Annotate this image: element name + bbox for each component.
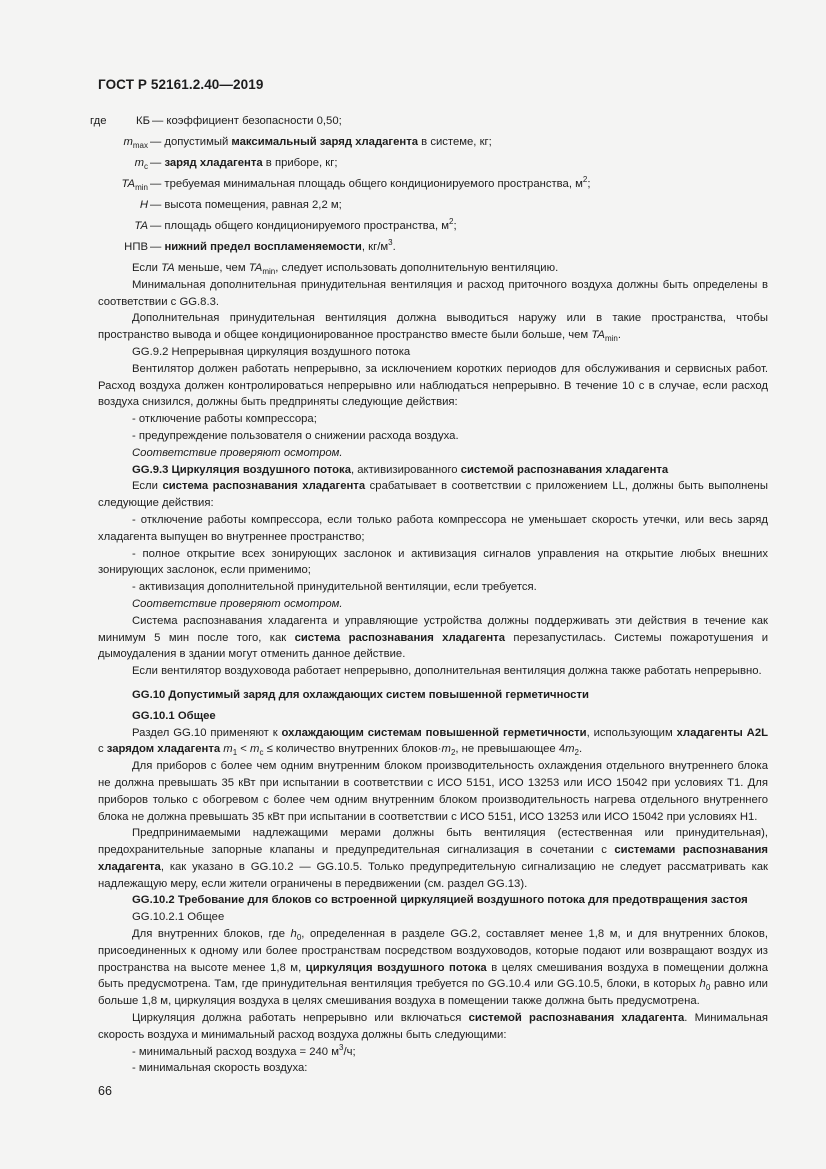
definition-text: — заряд хладагента в приборе, кг; (150, 157, 338, 169)
definition-h (90, 195, 750, 216)
symbol: H (139, 199, 148, 211)
page-number: 66 (98, 1084, 112, 1098)
where-label: где (90, 115, 107, 127)
list-item: - отключение работы компрессора; (132, 413, 317, 426)
compliance-note: Соответствие проверяют осмотром. (132, 597, 343, 610)
section-heading: GG.10 Допустимый заряд для охлаждающих систем повышенной герметичности (132, 688, 589, 701)
subsection-heading: GG.10.2.1 Общее (132, 911, 225, 924)
paragraph: Минимальная дополнительная принудительная вентиляция и расход приточного воздуха должны быть определены в соответствии с GG.8.3. (98, 278, 768, 308)
definition-mmax (90, 132, 750, 153)
symbol: $m_c$ (134, 157, 148, 171)
paragraph: Если TA меньше, чем $TA_{min}$, следует использовать дополнительную вентиляцию. (132, 262, 559, 276)
paragraph: Для приборов с более чем одним внутренним блоком производительность охлаждения отдельного внутреннего блока не должна превышать 35 кВт при испытании в соответствии с ИСО 5151, ИСО 13253 или ИСО 15042 при условиях T1. Для приборов только с обогревом с более чем одним внутренним блоком производительность нагрева отдельного внутреннего блока не должна превышать 35 кВт при испытании в соответствии с ИСО 5151, ИСО 13253 или ИСО 15042 при условиях H1. (98, 760, 768, 823)
symbol: НПВ (124, 241, 148, 253)
definition-ta (90, 216, 750, 237)
definition-text: — высота помещения, равная 2,2 м; (150, 199, 342, 211)
list-item: - минимальная скорость воздуха: (132, 1062, 308, 1075)
definition-kb (90, 111, 750, 132)
body-text (98, 260, 768, 1077)
paragraph: Раздел GG.10 применяют к охлаждающим системам повышенной герметичности, использующим хладагенты A2L с зарядом хладагента $m_1 < m_c$ ≤ количество внутренних $блоков\cdot m_2$, не превышающее $4m_2$. (98, 726, 769, 758)
paragraph: Вентилятор должен работать непрерывно, за исключением коротких периодов для обслуживания и сервисных работ. Расход воздуха должен контролироваться непрерывно или наблюдаться непрерывно. В течение 10 с в случае, если расход воздуха снизился, должны быть предприняты следующие действия: (98, 362, 768, 409)
definition-text: — допустимый максимальный заряд хладагента в системе, кг; (150, 136, 492, 148)
section-heading: GG.9.2 Непрерывная циркуляция воздушного потока (132, 345, 411, 358)
definition-npv (90, 237, 750, 258)
definition-mc (90, 153, 750, 174)
subsection-heading: GG.10.1 Общее (132, 709, 216, 722)
definitions-list (90, 111, 750, 258)
list-item: - отключение работы компрессора, если только работа компрессора не уменьшает скорость утечки, или весь заряд хладагента выпущен во внутреннее пространство; (98, 513, 768, 543)
list-item: - минимальный расход воздуха = 240 $м^3/ч$; (132, 1042, 356, 1058)
symbol: КБ (136, 115, 150, 127)
list-item: - активизация дополнительной принудительной вентиляции, если требуется. (132, 581, 537, 594)
subsection-heading: GG.10.2 Требование для блоков со встроенной циркуляцией воздушного потока для предотвращения застоя (132, 894, 748, 907)
list-item: - полное открытие всех зонирующих заслонок и активизация сигналов управления на открытие любых внешних зонирующих заслонок, если применимо; (98, 547, 768, 577)
definition-text: — нижний предел воспламеняемости, $кг/м^3$. (150, 238, 396, 253)
symbol: TA (134, 220, 148, 232)
symbol: $m_{max}$ (123, 136, 148, 150)
compliance-note: Соответствие проверяют осмотром. (132, 446, 343, 459)
paragraph: Предпринимаемыми надлежащими мерами должны быть вентиляция (естественная или принудительная), предохранительные запорные клапаны и предупредительная сигнализация в сочетании с системами распознавания хладагента, как указано в GG.10.2 — GG.10.5. Только предупредительную сигнализацию не следует рассматривать как надлежащую меру, если жители ограничены в передвижении (см. раздел GG.13). (98, 827, 769, 890)
page-header: ГОСТ Р 52161.2.40—2019 (98, 77, 264, 92)
definition-text: — требуемая минимальная площадь общего кондиционируемого пространства, $м^2$; (150, 175, 591, 190)
paragraph: Система распознавания хладагента и управляющие устройства должны поддерживать эти действия в течение как минимум 5 мин после того, как система распознавания хладагента перезапустилась. Системы пожаротушения и дымоудаления в здании могут отменить данное действие. (98, 614, 769, 661)
definition-tamin (90, 174, 750, 195)
symbol: $TA_{min}$ (121, 178, 148, 192)
paragraph: Дополнительная принудительная вентиляция должна выводиться наружу или в такие пространства, чтобы пространство вывода и общее кондиционированное пространство вместе были больше, чем $TA_{min}$. (98, 312, 768, 344)
paragraph: Циркуляция должна работать непрерывно или включаться системой распознавания хладагента. Минимальная скорость воздуха и минимальный расход воздуха должны быть следующими: (98, 1012, 769, 1041)
list-item: - предупреждение пользователя о снижении расхода воздуха. (132, 429, 459, 442)
definition-text: — площадь общего кондиционируемого пространства, $м^2$; (150, 217, 457, 232)
section-heading: GG.9.3 Циркуляция воздушного потока, активизированного системой распознавания хладагента (132, 463, 669, 476)
paragraph: Для внутренних блоков, где $h_0$, определенная в разделе GG.2, составляет менее 1,8 м, и для внутренних блоков, присоединенных к одному или более пространствам посредством воздуховодов, которые подают или возвращают воздух из пространства на высоте менее 1,8 м, циркуляция воздушного потока в целях смешивания воздуха в помещении должна быть предусмотрена. Там, где принудительная вентиляция требуется по GG.10.4 или GG.10.5, блоки, в которых $h_0$ равно или больше 1,8 м, циркуляция воздуха в целях смешивания воздуха в помещении также должна быть предусмотрена. (98, 928, 768, 1008)
paragraph: Если система распознавания хладагента срабатывает в соответствии с приложением LL, должны быть выполнены следующие действия: (98, 480, 769, 510)
definition-text: — коэффициент безопасности 0,50; (152, 115, 342, 127)
paragraph: Если вентилятор воздуховода работает непрерывно, дополнительная вентиляция должна также работать непрерывно. (132, 665, 762, 678)
